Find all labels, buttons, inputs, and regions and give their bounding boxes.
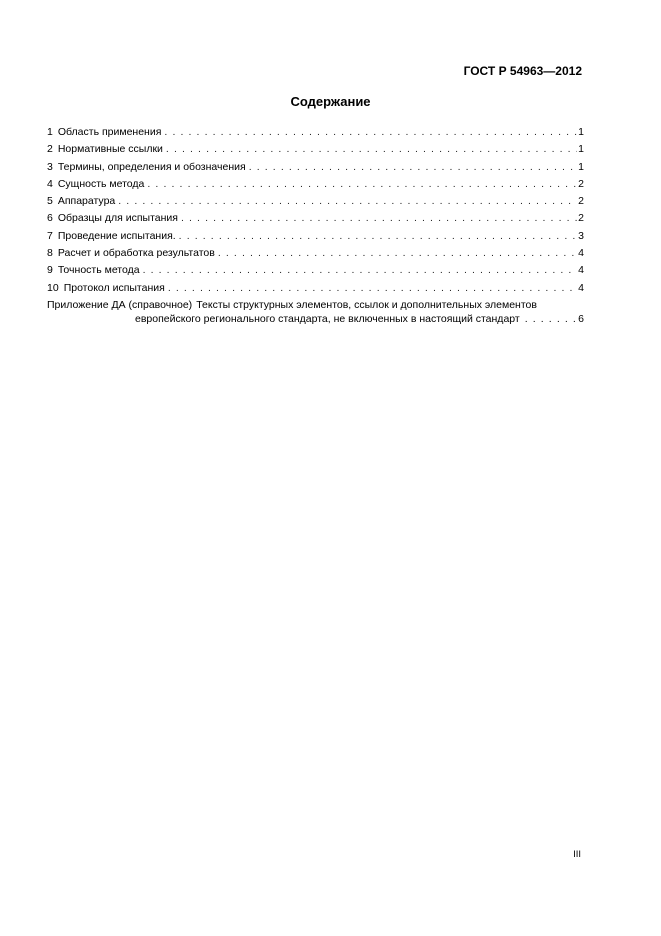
table-of-contents [47, 124, 584, 326]
toc-entry-page: 1 [578, 160, 584, 173]
toc-entry-label: Проведение испытания. [57, 229, 176, 242]
annex-page: 6 [578, 312, 584, 325]
toc-entry[interactable] [47, 228, 584, 245]
toc-entry[interactable] [47, 159, 584, 176]
toc-entry-page: 1 [578, 143, 584, 156]
toc-entry-label: Образцы для испытания [57, 212, 178, 225]
toc-entry-page: 4 [578, 281, 584, 294]
dot-leader [218, 245, 577, 262]
toc-entry-number: 2 [47, 143, 53, 156]
toc-entry-label: Сущность метода [57, 177, 145, 190]
toc-entry[interactable] [47, 141, 584, 158]
toc-entry-page: 3 [578, 229, 584, 242]
annex-title-line2: европейского регионального стандарта, не включенных в настоящий стандарт [135, 312, 520, 325]
toc-entry-label: Нормативные ссылки [57, 143, 163, 156]
dot-leader [147, 176, 577, 193]
toc-entry-label: Область применения [57, 126, 162, 138]
document-header: ГОСТ Р 54963—2012 [463, 64, 582, 78]
dot-leader [525, 312, 577, 326]
toc-annex-entry[interactable] [47, 298, 584, 326]
toc-entry[interactable] [47, 280, 584, 297]
annex-label: Приложение ДА [47, 298, 126, 311]
toc-entry-label: Термины, определения и обозначения [57, 160, 246, 173]
page-number: III [573, 849, 581, 860]
dot-leader [168, 280, 577, 297]
toc-entry[interactable] [47, 176, 584, 193]
toc-entry-label: Точность метода [57, 264, 140, 277]
dot-leader [179, 228, 577, 245]
toc-entry-label: Расчет и обработка результатов [57, 247, 215, 260]
toc-entry-number: 7 [47, 229, 53, 242]
toc-entry-number: 5 [47, 195, 53, 208]
dot-leader [181, 210, 577, 227]
toc-entry-number: 10 [47, 281, 59, 294]
annex-type: (справочное) [128, 298, 193, 311]
toc-entry-page: 4 [578, 264, 584, 277]
toc-entry-page: 2 [578, 177, 584, 190]
toc-entry[interactable] [47, 193, 584, 210]
dot-leader [143, 262, 578, 279]
toc-entry[interactable] [47, 210, 584, 227]
dot-leader [164, 124, 577, 141]
toc-entry-number: 1 [47, 126, 53, 138]
toc-entry[interactable] [47, 245, 584, 262]
dot-leader [166, 141, 577, 158]
toc-entry-label: Аппаратура [57, 195, 116, 208]
toc-entry[interactable] [47, 262, 584, 279]
dot-leader [118, 193, 577, 210]
toc-entry-page: 2 [578, 212, 584, 225]
page-title: Содержание [290, 94, 371, 109]
toc-entry-page: 2 [578, 195, 584, 208]
annex-title-line1: Тексты структурных элементов, ссылок и дополнительных элементов [196, 298, 537, 311]
dot-leader [249, 159, 577, 176]
toc-entry-page: 4 [578, 247, 584, 260]
toc-entry[interactable] [47, 124, 584, 141]
toc-entry-number: 3 [47, 160, 53, 173]
toc-entry-number: 4 [47, 177, 53, 190]
annex-prefix [47, 298, 192, 312]
toc-entry-label: Протокол испытания [63, 281, 165, 294]
toc-entry-number: 6 [47, 212, 53, 225]
toc-entry-number: 9 [47, 264, 53, 277]
toc-entry-page: 1 [578, 126, 584, 138]
toc-entry-number: 8 [47, 247, 53, 260]
